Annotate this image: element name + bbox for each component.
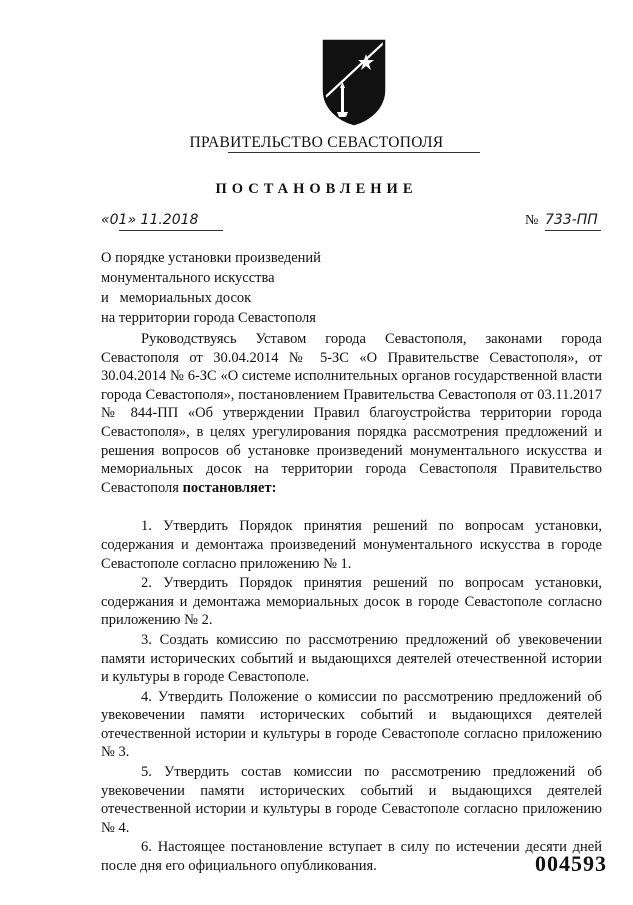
document-date xyxy=(101,212,221,232)
document-number xyxy=(525,212,605,232)
page-serial-number: 004593 xyxy=(535,851,607,876)
subject-line: монументального искусства xyxy=(101,270,275,286)
handwritten-date: «01» 11.2018 xyxy=(101,212,199,228)
subject-line: О порядке установки произведений xyxy=(101,250,321,266)
decree-item: 2. Утвердить Порядок принятия решений по вопросам установки, содержания и демонтажа мемориальных досок в городе Севастополе согласно приложению № 2. xyxy=(101,575,602,629)
intro-text: Руководствуясь Уставом города Севастополя, законами города Севастополя от 30.04.2014 № 5-ЗС «О Правительстве Севастополя», от 30.04.2014 № 6-ЗС «О системе исполнительных органов государственной власти города Севастополя», постановлением Правительства Севастополя от 03.11.2017 № 844-ПП «Об утверждении Правил благоустройства территории города Севастополя», в целях урегулирования порядка рассмотрения предложений и решения вопросов об установке произведений монументального искусства и мемориальных досок на территории города Севастополя Правительство Севастополя xyxy=(101,331,602,496)
title-underline xyxy=(228,152,480,153)
decree-item: 6. Настоящее постановление вступает в силу по истечении десяти дней после дня его официального опубликования. xyxy=(101,839,602,875)
decree-item: 5. Утвердить состав комиссии по рассмотрению предложений об увековечении памяти исторических событий и выдающихся деятелей отечественной истории и культуры в городе Севастополе согласно приложению № 4. xyxy=(101,764,602,836)
date-underline xyxy=(119,230,223,231)
subject-line: и мемориальных досок xyxy=(101,290,252,306)
decree-item: 4. Утвердить Положение о комиссии по рассмотрению предложений об увековечении памяти исторических событий и выдающихся деятелей отечественной истории и культуры в городе Севастополе согласно приложению № 3. xyxy=(101,688,602,761)
decree-item: 3. Создать комиссию по рассмотрению предложений об увековечении памяти исторических событий и выдающихся деятелей отечественной истории и культуры в городе Севастополе. xyxy=(101,631,602,686)
subject-line: на территории города Севастополя xyxy=(101,310,316,326)
handwritten-number: 733-ПП xyxy=(545,212,598,228)
number-sign: № xyxy=(525,213,539,228)
number-underline xyxy=(545,230,601,231)
intro-decree-verb: постановляет: xyxy=(182,479,277,496)
government-title: ПРАВИТЕЛЬСТВО СЕВАСТОПОЛЯ xyxy=(189,134,444,151)
document-type: ПОСТАНОВЛЕНИЕ xyxy=(215,181,418,197)
document-subject xyxy=(101,248,401,328)
decree-item: 1. Утвердить Порядок принятия решений по вопросам установки, содержания и демонтажа произведений монументального искусства в городе Севастополе согласно приложению № 1. xyxy=(101,518,602,572)
intro-paragraph xyxy=(101,330,602,497)
document-body xyxy=(101,330,602,877)
sevastopol-coat-of-arms-icon xyxy=(321,38,387,126)
